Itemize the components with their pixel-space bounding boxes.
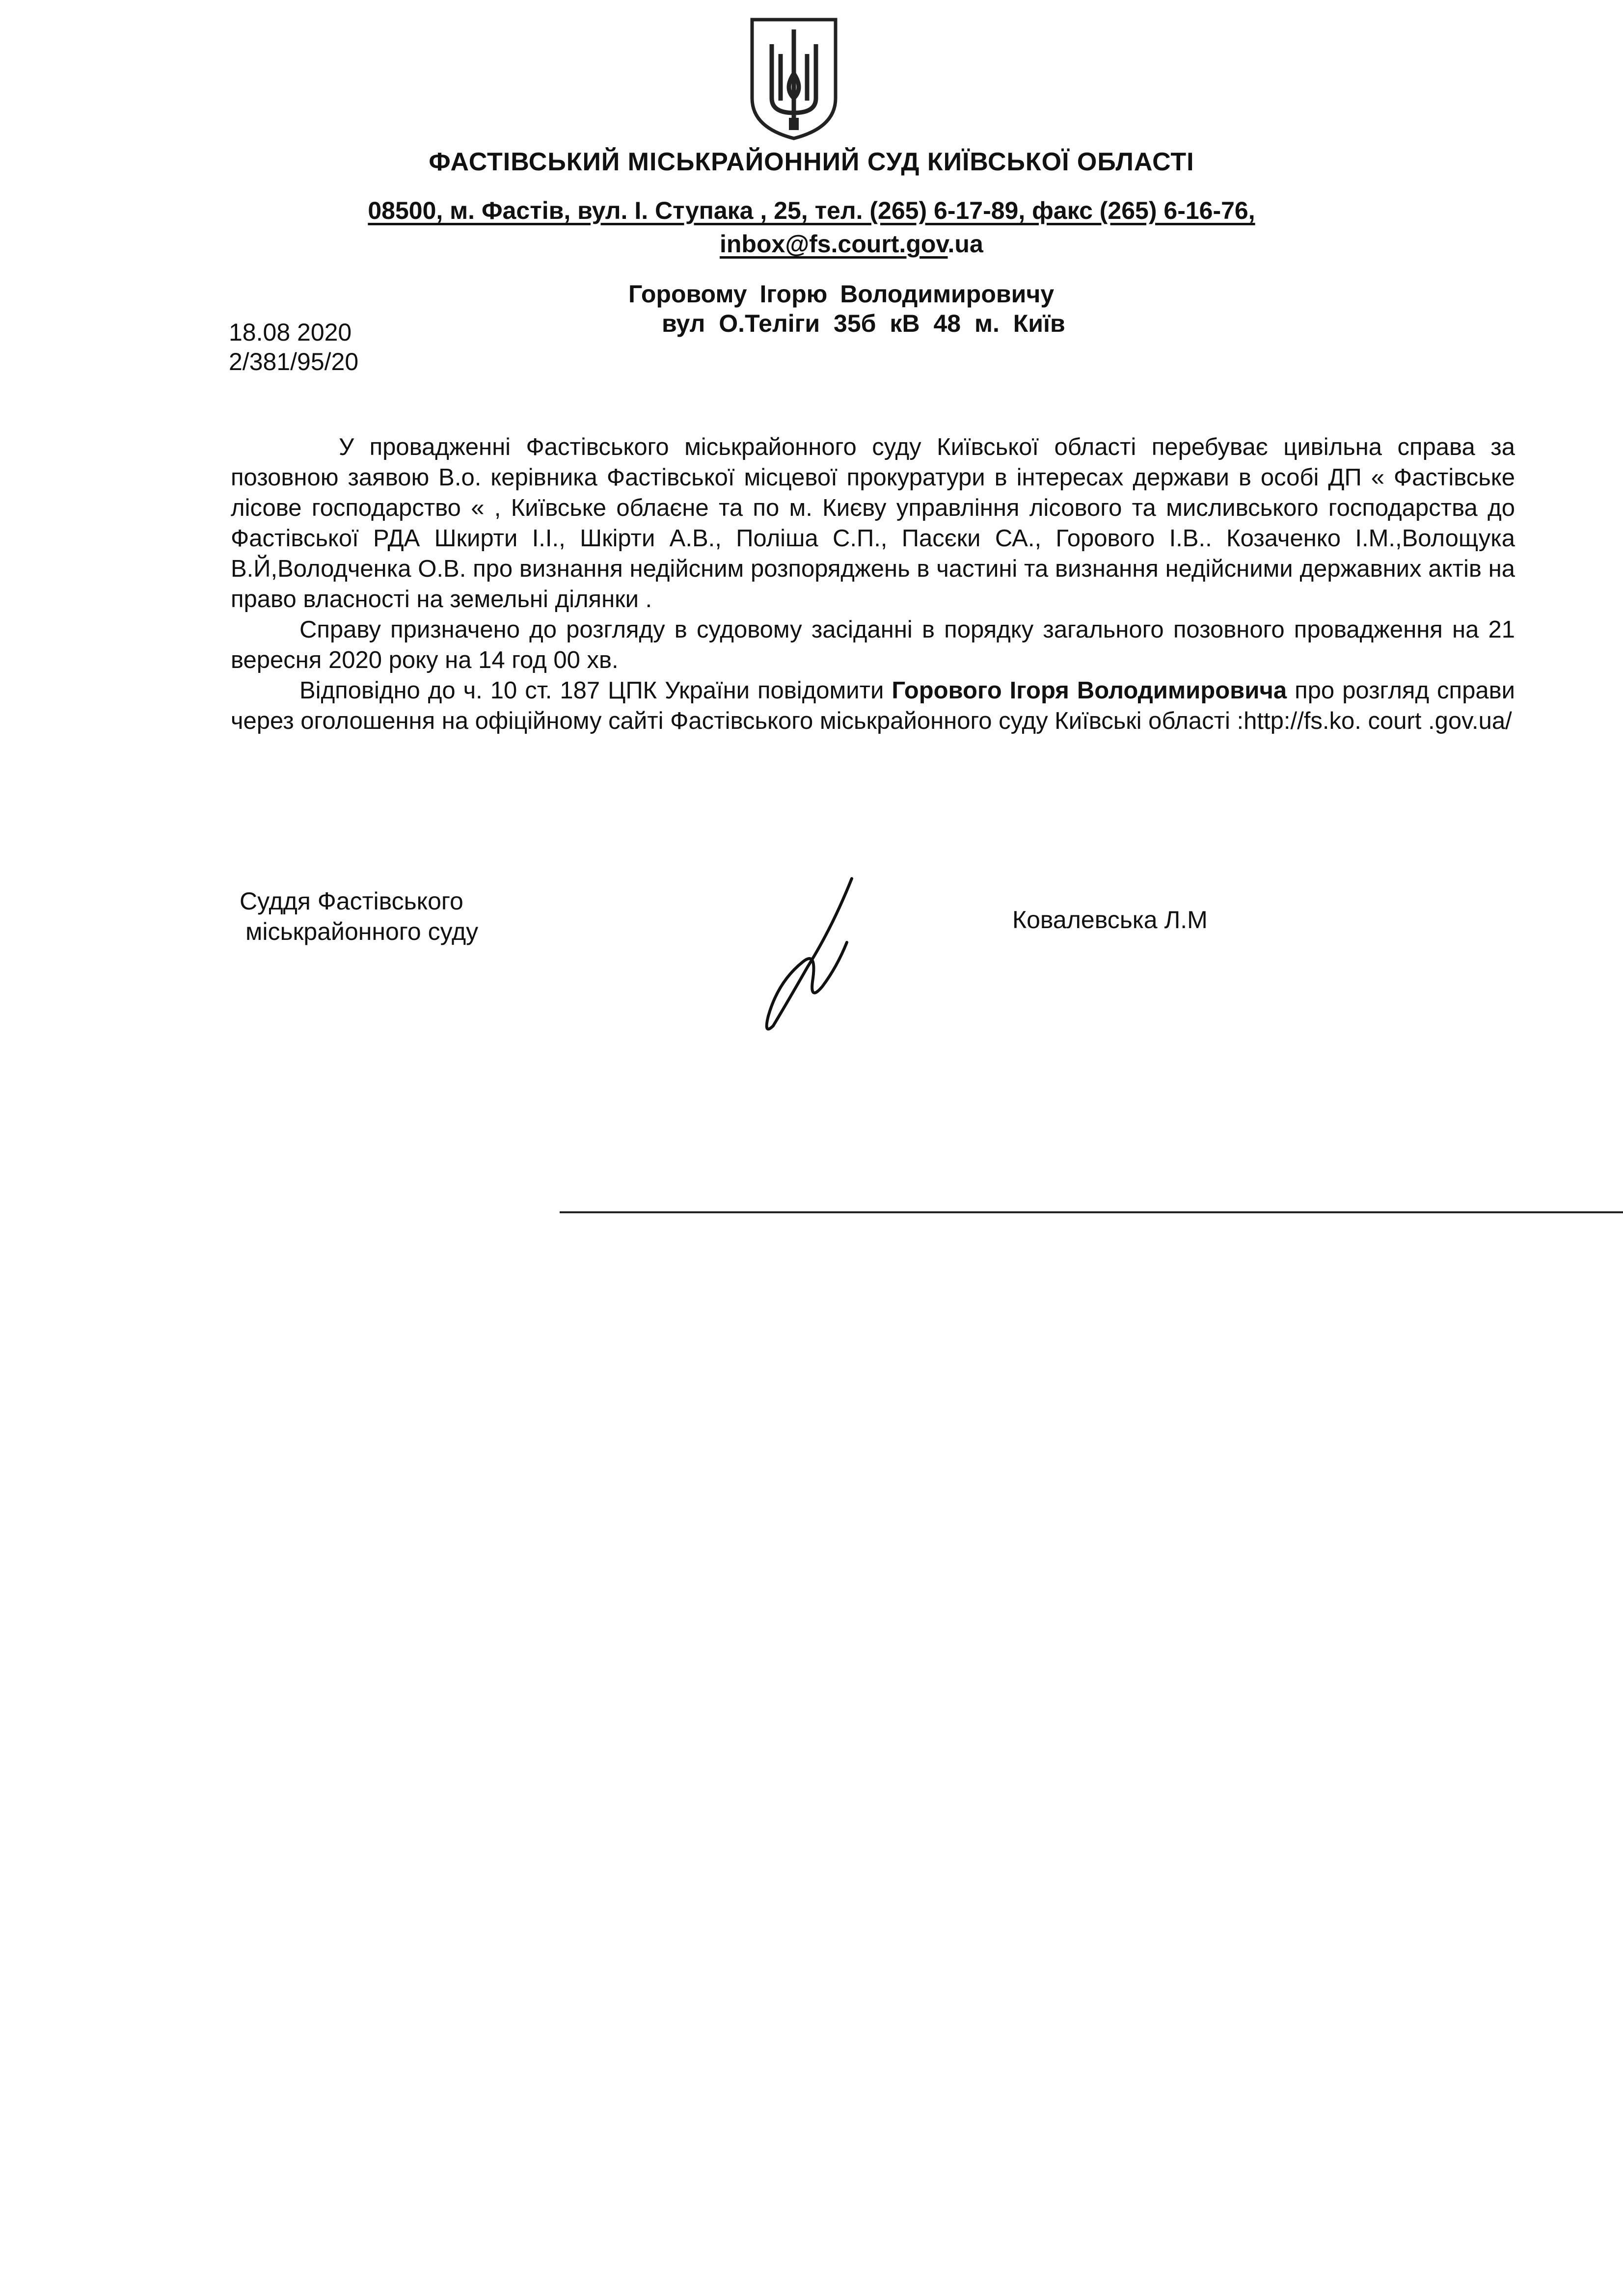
recipient-address: вул О.Теліги 35б кВ 48 м. Київ — [662, 310, 1065, 337]
handwritten-signature-icon — [749, 869, 876, 1036]
paragraph-case-description: У провадженні Фастівського міськрайонного суду Київської області перебуває цивільна справа за позовною заявою В.о. керівника Фастівської місцевої прокуратури в інтересах держави в особі ДП « Фастівське лісове господарство « , Київське облаєне та по м. Києву управління лісового та мисливського господарства до Фастівської РДА Шкирти І.І., Шкірти А.В., Поліша С.П., Пасєки СА., Горового І.В.. Козаченко І.М.,Волощука В.Й,Володченка О.В. про визнання недійсним розпоряджень в частині та визнання недійсними державних актів на право власності на земельні ділянки . — [231, 434, 1515, 613]
notification-text-before: Відповідно до ч. 10 ст. 187 ЦПК України повідомити — [299, 677, 884, 704]
judge-title-line2: міськрайонного суду — [245, 918, 479, 945]
recipient-name: Горовому Ігорю Володимировичу — [628, 280, 1055, 308]
judge-title-line1: Суддя Фастівського — [240, 887, 463, 915]
divider-line — [560, 1211, 1623, 1213]
court-email — [720, 230, 983, 258]
paragraph-hearing-date: Справу призначено до розгляду в судовому засіданні в порядку загального позовного провадження на 21 вересня 2020 року на 14 год 00 хв. — [231, 616, 1515, 673]
document-number: 2/381/95/20 — [229, 348, 359, 375]
document-date: 18.08 2020 — [229, 319, 352, 346]
judge-name: Ковалевська Л.М — [1012, 906, 1208, 934]
court-email-suffix: .ua — [947, 230, 983, 258]
letter-body — [231, 432, 1515, 736]
notified-person-name: Горового Ігоря Володимировича — [892, 677, 1287, 704]
trident-coat-of-arms-icon — [742, 15, 845, 142]
court-email-link[interactable]: inbox@fs.court.gov — [720, 230, 948, 258]
court-address: 08500, м. Фастів, вул. І. Ступака , 25, тел. (265) 6-17-89, факс (265) 6-16-76, — [368, 197, 1255, 224]
notification-text-after: про розгляд справи через оголошення на офіційному сайті Фастівського міськрайонного суду Київські області :http://fs.ko. court .gov.ua/ — [231, 677, 1515, 734]
paragraph-notification — [231, 675, 1515, 736]
judge-title — [240, 886, 478, 947]
court-name: ФАСТІВСЬКИЙ МІСЬКРАЙОННИЙ СУД КИЇВСЬКОЇ ОБЛАСТІ — [429, 148, 1194, 176]
coat-of-arms-icon — [742, 15, 845, 142]
